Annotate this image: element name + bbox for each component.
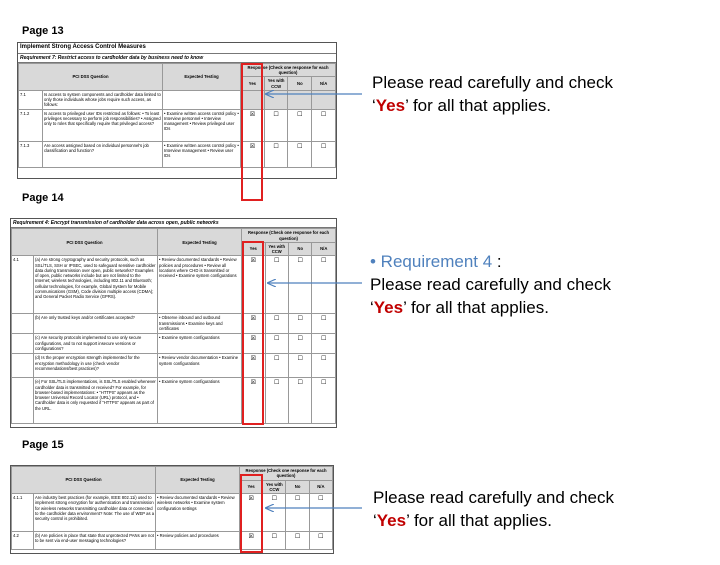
row-testing: • Review documented standards • Review policies and procedures • Review all locations where CHD is transmitted or received • Examine system configurations: [158, 256, 242, 314]
callout-line: Please read carefully and check: [373, 488, 614, 507]
na-checkbox[interactable]: ☐: [312, 378, 336, 424]
yes-checkbox[interactable]: ☒: [241, 141, 265, 167]
na-checkbox[interactable]: ☐: [312, 314, 336, 334]
yes-checkbox[interactable]: ☒: [241, 109, 265, 141]
doc-title: Implement Strong Access Control Measures: [20, 44, 146, 50]
col-question: PCI DSS Question: [12, 467, 156, 494]
col-no: No: [286, 480, 309, 494]
page-14-label: Page 14: [22, 192, 64, 204]
page-13-label: Page 13: [22, 25, 64, 37]
col-na: N/A: [312, 242, 336, 256]
row-testing: • Review policies and procedures: [156, 532, 240, 550]
na-checkbox[interactable]: ☐: [309, 494, 332, 532]
no-checkbox[interactable]: ☐: [288, 378, 311, 424]
col-yes: Yes: [241, 77, 265, 91]
na-checkbox[interactable]: ☐: [312, 354, 336, 378]
ccw-checkbox[interactable]: ☐: [265, 314, 288, 334]
ccw-checkbox[interactable]: ☐: [264, 141, 288, 167]
na-checkbox[interactable]: ☐: [312, 256, 336, 314]
no-checkbox[interactable]: ☐: [288, 354, 311, 378]
row-testing: • Examine system configurations: [158, 334, 242, 354]
col-yes: Yes: [240, 480, 263, 494]
yes-checkbox[interactable]: ☒: [242, 314, 265, 334]
row-testing: • Review documented standards • Review wireless networks • Examine system configuration settings: [156, 494, 240, 532]
col-question: PCI DSS Question: [12, 229, 158, 256]
yes-checkbox[interactable]: ☒: [242, 256, 265, 314]
na-checkbox[interactable]: ☐: [312, 141, 336, 167]
page-15-label: Page 15: [22, 439, 64, 451]
requirement-heading: Requirement 7: Restrict access to cardholder data by business need to know: [18, 53, 336, 63]
yes-checkbox[interactable]: ☒: [242, 334, 265, 354]
callout-line: • Requirement 4 :: [370, 252, 502, 271]
row-testing: • Review vendor documentation • Examine system configurations: [158, 354, 242, 378]
row-question: Are access assigned based on individual personnel's job classification and function?: [43, 141, 163, 167]
col-yes: Yes: [242, 242, 265, 256]
ccw-checkbox[interactable]: ☐: [265, 256, 288, 314]
row-number: 4.1: [12, 256, 34, 314]
col-no: No: [288, 77, 312, 91]
col-ccw: Yes with CCW: [265, 242, 288, 256]
col-response: Response (Check one response for each question): [242, 229, 336, 243]
row-question: Are industry best practices (for example, IEEE 802.11i) used to implement strong encryption for authentication and transmission for wireless networks transmitting cardholder data or connected to the cardholder data environment? Note: The use of WEP as a security control is prohibited.: [34, 494, 156, 532]
no-checkbox[interactable]: ☐: [288, 256, 311, 314]
row-question: (b) Are only trusted keys and/or certificates accepted?: [34, 314, 158, 334]
col-testing: Expected Testing: [156, 467, 240, 494]
callout-line: Please read carefully and check: [370, 275, 611, 294]
yes-emphasis: Yes: [373, 298, 404, 317]
na-checkbox[interactable]: ☐: [312, 334, 336, 354]
no-checkbox[interactable]: ☐: [288, 109, 312, 141]
col-no: No: [288, 242, 311, 256]
ccw-checkbox[interactable]: ☐: [263, 532, 286, 550]
col-na: N/A: [312, 77, 336, 91]
no-checkbox[interactable]: ☐: [288, 141, 312, 167]
row-testing: • Examine system configurations: [158, 378, 242, 424]
col-ccw: Yes with CCW: [263, 480, 286, 494]
col-testing: Expected Testing: [163, 63, 241, 90]
instruction-callout-3: [373, 486, 614, 532]
row-question: (c) Are security protocols implemented to use only secure configurations, and to not support insecure versions or configurations?: [34, 334, 158, 354]
col-na: N/A: [309, 480, 332, 494]
ccw-checkbox[interactable]: ☐: [265, 354, 288, 378]
ccw-checkbox[interactable]: ☐: [264, 109, 288, 141]
row-number: 7.1: [19, 90, 43, 109]
na-checkbox[interactable]: ☐: [309, 532, 332, 550]
ccw-checkbox[interactable]: ☐: [265, 334, 288, 354]
no-checkbox[interactable]: ☐: [286, 532, 309, 550]
row-testing: • Observe inbound and outbound transmissions • Examine keys and certificates: [158, 314, 242, 334]
row-question: (a) Are strong cryptography and security protocols, such as SSL/TLS, SSH or IPSEC, used to safeguard sensitive cardholder data during transmission over open, public networks? Examples of open, public networks include but are not limited to the Internet; wireless technologies, including 802.11 and Bluetooth; cellular technologies, for example, Global System for Mobile communications (GSM), Code division multiple access (CDMA); and General Packet Radio Service (GPRS).: [34, 256, 158, 314]
col-response: Response (Check one response for each question): [240, 467, 333, 481]
yes-checkbox[interactable]: ☒: [242, 378, 265, 424]
row-number: 4.1.1: [12, 494, 34, 532]
requirement-bullet: • Requirement 4: [370, 252, 493, 271]
row-testing: • Examine written access control policy • Interview management • Review user IDs: [163, 141, 241, 167]
callout-line: ‘Yes’ for all that applies.: [372, 96, 551, 115]
yes-emphasis: Yes: [376, 511, 407, 530]
row-number: 7.1.2: [19, 109, 43, 141]
row-testing: • Examine written access control policy • Interview personnel • Interview management • Review privileged user IDs: [163, 109, 241, 141]
row-question: (b) Are policies in place that state that unprotected PANs are not to be sent via end-user messaging technologies?: [34, 532, 156, 550]
row-question: (e) For SSL/TLS implementations, is SSL/TLS enabled whenever cardholder data is transmitted or received? For example, for browser-based implementations: • "HTTPS" appears as the browser Universal Record Locator (URL) protocol, and • Cardholder data is only requested if "HTTPS" appears as part of the URL.: [34, 378, 158, 424]
row-question: Is access to system components and cardholder data limited to only those individuals whose jobs require such access, as follows:: [44, 91, 161, 108]
row-question: (d) Is the proper encryption strength implemented for the encryption methodology in use (check vendor recommendations/best practices)?: [34, 354, 158, 378]
no-checkbox[interactable]: ☐: [286, 494, 309, 532]
col-testing: Expected Testing: [158, 229, 242, 256]
yes-emphasis: Yes: [375, 96, 406, 115]
col-ccw: Yes with CCW: [264, 77, 288, 91]
ccw-checkbox[interactable]: ☐: [263, 494, 286, 532]
yes-checkbox[interactable]: ☒: [240, 532, 263, 550]
row-number: 7.1.3: [19, 141, 43, 167]
row-number: 4.2: [12, 532, 34, 550]
callout-line: ‘Yes’ for all that applies.: [373, 511, 552, 530]
no-checkbox[interactable]: ☐: [288, 314, 311, 334]
callout-line: Please read carefully and check: [372, 73, 613, 92]
col-response: Response (Check one response for each question): [241, 63, 336, 77]
yes-checkbox[interactable]: ☒: [240, 494, 263, 532]
col-question: PCI DSS Question: [19, 63, 163, 90]
yes-checkbox[interactable]: ☒: [242, 354, 265, 378]
instruction-callout-2: [370, 250, 611, 319]
no-checkbox[interactable]: ☐: [288, 334, 311, 354]
callout-line: ‘Yes’ for all that applies.: [370, 298, 549, 317]
requirement-heading: Requirement 4: Encrypt transmission of cardholder data across open, public networks: [11, 219, 336, 228]
row-question: Is access to privileged user IDs restricted as follows: • To least privileges necessary to perform job responsibilities? • Assigned only to roles that specifically require that privileged access?: [43, 109, 163, 141]
na-checkbox[interactable]: ☐: [312, 109, 336, 141]
instruction-callout-1: [372, 71, 613, 117]
ccw-checkbox[interactable]: ☐: [265, 378, 288, 424]
